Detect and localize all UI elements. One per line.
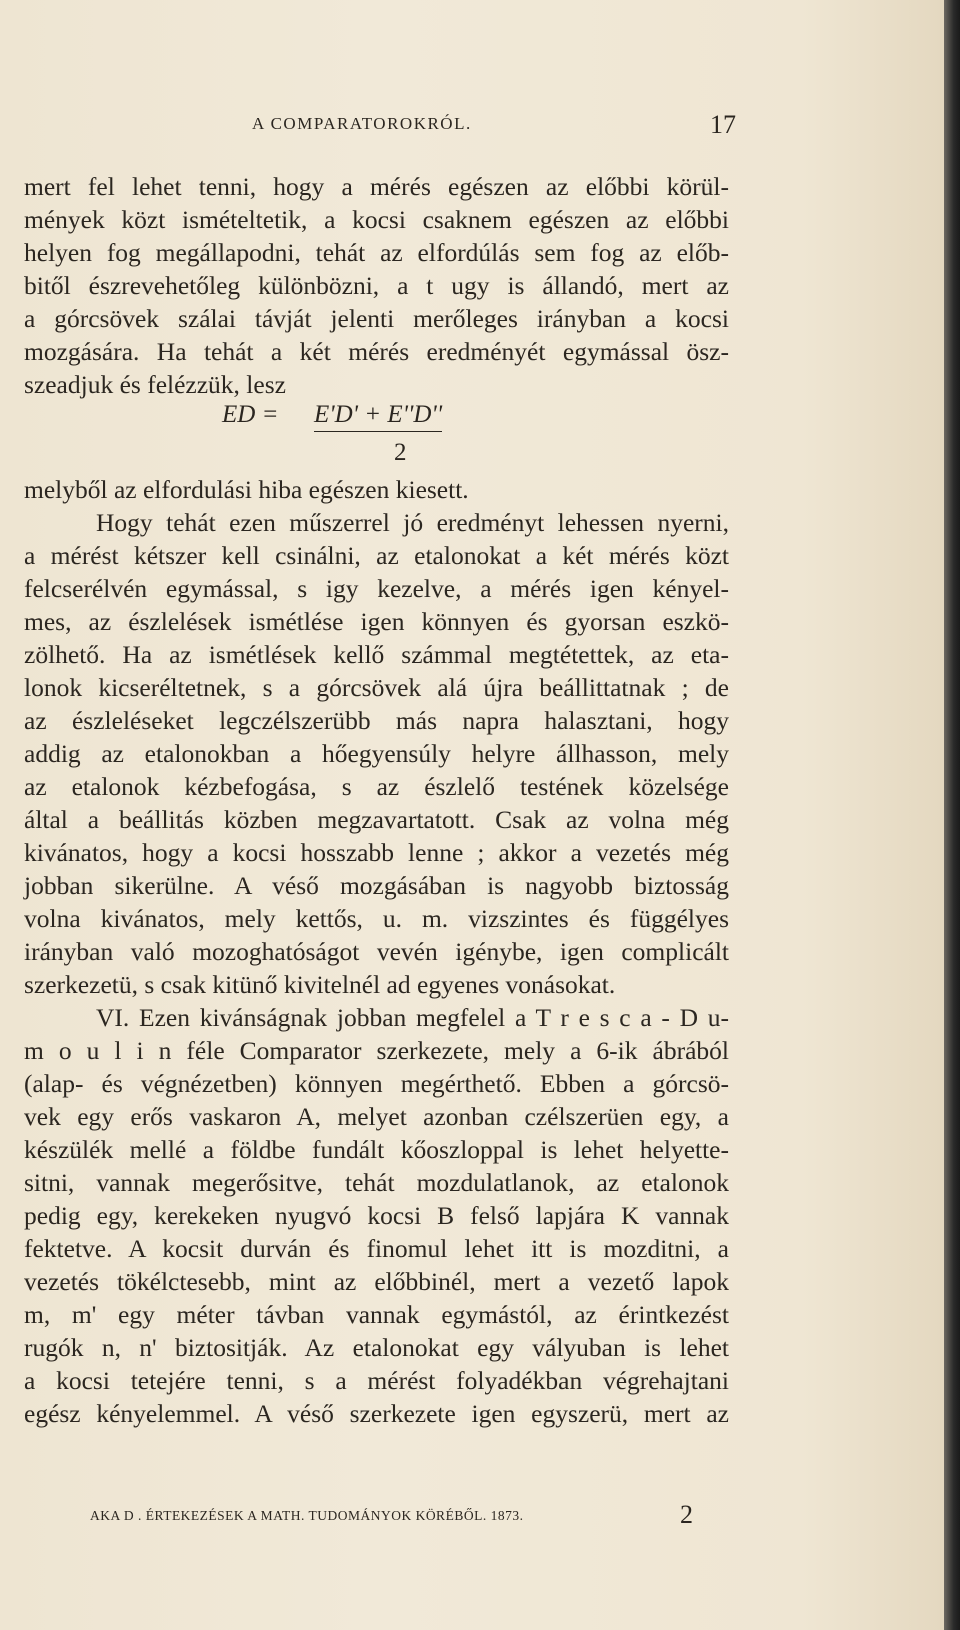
- text-line: felcserélvén egymással, s igy kezelve, a mérés igen kényel-: [24, 574, 729, 603]
- text-line: helyen fog megállapodni, tehát az elfordúlás sem fog az előb-: [24, 238, 729, 267]
- text-line: VI. Ezen kivánságnak jobban megfelel a T r e s c a - D u-: [96, 1003, 729, 1032]
- text-line: sitni, vannak megerősitve, tehát mozdulatlanok, az etalonok: [24, 1168, 729, 1197]
- text-line: Hogy tehát ezen műszerrel jó eredményt lehessen nyerni,: [96, 508, 729, 537]
- text-line: szeadjuk és felézzük, lesz: [24, 370, 286, 399]
- text-line: szerkezetü, s csak kitünő kivitelnél ad egyenes vonásokat.: [24, 970, 616, 999]
- running-title: A COMPARATOROKRÓL.: [252, 114, 472, 133]
- text-line: zölhető. Ha az ismétlések kellő számmal megtétettek, az eta-: [24, 640, 729, 669]
- text-line: által a beállitás közben megzavartatott. Csak az volna még: [24, 805, 729, 834]
- text-line: m, m' egy méter távban vannak egymástól, az érintkezést: [24, 1300, 729, 1329]
- equation-lhs: ED =: [222, 401, 279, 428]
- text-line: az etalonok kézbefogása, s az észlelő testének közelsége: [24, 772, 729, 801]
- signature-mark: 2: [680, 1500, 693, 1529]
- text-line: fektetve. A kocsit durván és finomul lehet itt is mozditni, a: [24, 1234, 729, 1263]
- text-line: m o u l i n féle Comparator szerkezete, mely a 6-ik ábrából: [24, 1036, 729, 1065]
- text-line: addig az etalonokban a hőegyensúly helyre állhasson, mely: [24, 739, 729, 768]
- book-spine-edge: [944, 0, 960, 1630]
- text-line: a górcsövek szálai távját jelenti merőleges irányban a kocsi: [24, 304, 729, 333]
- text-line: irányban való mozoghatóságot vevén igénybe, igen complicált: [24, 937, 729, 966]
- footer-citation: AKA D . ÉRTEKEZÉSEK A MATH. TUDOMÁNYOK KÖRÉBŐL. 1873.: [90, 1508, 524, 1523]
- text-line: kivánatos, hogy a kocsi hosszabb lenne ; akkor a vezetés még: [24, 838, 729, 867]
- text-line: rugók n, n' biztositják. Az etalonokat egy vályuban is lehet: [24, 1333, 729, 1362]
- text-line: jobban sikerülne. A véső mozgásában is nagyobb biztosság: [24, 871, 729, 900]
- text-line: mények közt ismételtetik, a kocsi csaknem egészen az előbbi: [24, 205, 729, 234]
- page-number: 17: [710, 110, 736, 139]
- text-line: mes, az észlelések ismétlése igen könnyen és gyorsan eszkö-: [24, 607, 729, 636]
- text-line: készülék mellé a földbe fundált kőoszloppal is lehet helyette-: [24, 1135, 729, 1164]
- text-line: pedig egy, kerekeken nyugvó kocsi B felső lapjára K vannak: [24, 1201, 729, 1230]
- body-text: [24, 170, 729, 1430]
- text-line: a mérést kétszer kell csinálni, az etalonokat a két mérés közt: [24, 541, 729, 570]
- equation-numerator: E'D' + E''D'': [314, 401, 442, 432]
- text-line: a kocsi tetejére tenni, s a mérést folyadékban végrehajtani: [24, 1366, 729, 1395]
- text-line: volna kivánatos, mely kettős, u. m. vizszintes és függélyes: [24, 904, 729, 933]
- text-line: vezetés tökélctesebb, mint az előbbinél, mert a vezető lapok: [24, 1267, 729, 1296]
- equation-denominator: 2: [394, 439, 407, 466]
- text-line: (alap- és végnézetben) könnyen megérthető. Ebben a górcsö-: [24, 1069, 729, 1098]
- text-line: lonok kicseréltetnek, s a górcsövek alá újra beállittatnak ; de: [24, 673, 729, 702]
- text-line: egész kényelemmel. A véső szerkezete igen egyszerü, mert az: [24, 1399, 729, 1428]
- text-line: az észleléseket legczélszerübb más napra halasztani, hogy: [24, 706, 729, 735]
- running-head: [0, 110, 944, 140]
- equation: [24, 401, 729, 473]
- text-line: bitől észrevehetőleg különbözni, a t ugy is állandó, mert az: [24, 271, 729, 300]
- text-line: mert fel lehet tenni, hogy a mérés egészen az előbbi körül-: [24, 172, 729, 201]
- text-line: mozgására. Ha tehát a két mérés eredményét egymással ösz-: [24, 337, 729, 366]
- footer: [90, 1500, 730, 1534]
- text-line: vek egy erős vaskaron A, melyet azonban czélszerüen egy, a: [24, 1102, 729, 1131]
- text-line: melyből az elfordulási hiba egészen kiesett.: [24, 475, 469, 504]
